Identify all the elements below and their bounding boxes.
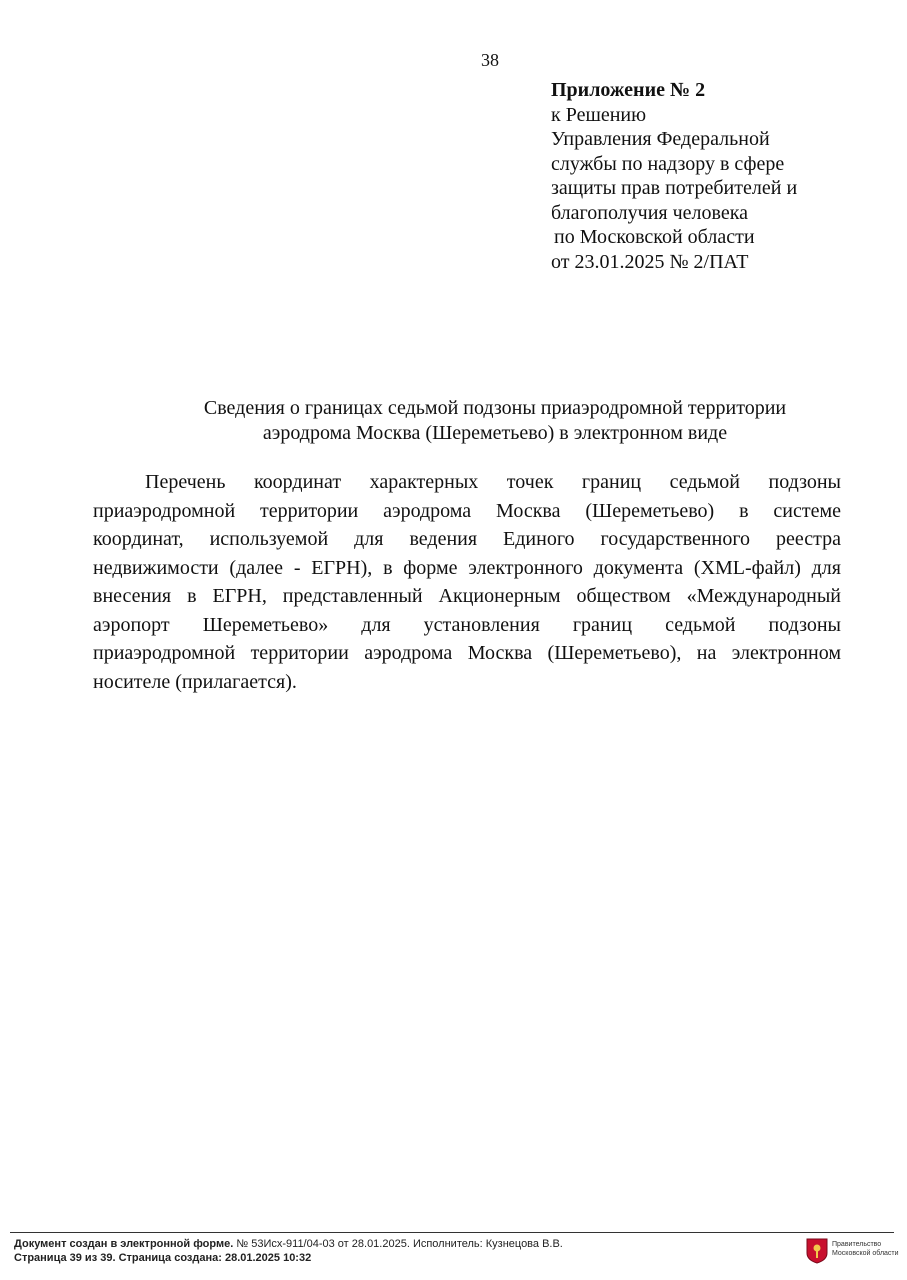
appendix-title: Приложение № 2	[551, 79, 706, 101]
appendix-line: по Московской области	[554, 226, 755, 248]
logo-line: Правительство	[832, 1241, 882, 1248]
moscow-region-emblem-icon	[806, 1238, 828, 1264]
footer-divider	[10, 1232, 894, 1233]
body-line: внесения в ЕГРН, представленный Акционерным обществом «Международный	[93, 585, 841, 607]
body-line: приаэродромной территории аэродрома Москва (Шереметьево) в системе	[93, 499, 841, 522]
body-line: приаэродромной территории аэродрома Москва (Шереметьево), на электронном	[93, 642, 841, 664]
footer-page-created: Страница создана: 28.01.2025 10:32	[118, 1252, 312, 1264]
document-heading	[150, 396, 840, 446]
body-paragraph	[93, 468, 841, 696]
body-line: Перечень координат характерных точек границ седьмой подзоны	[145, 471, 841, 493]
footer-created-label: Документ создан в электронной форме.	[14, 1238, 234, 1250]
footer-line-2	[14, 1251, 563, 1265]
appendix-line: от 23.01.2025 № 2/ПАТ	[551, 250, 749, 273]
logo-line: Московской области	[832, 1250, 899, 1257]
body-line: недвижимости (далее - ЕГРН), в форме электронного документа (XML-файл) для	[93, 556, 841, 579]
appendix-line: службы по надзору в сфере	[551, 152, 785, 175]
body-line: координат, используемой для ведения Единого государственного реестра	[93, 528, 841, 550]
footer-line-1	[14, 1237, 563, 1251]
page-number: 38	[481, 50, 499, 70]
body-line: аэропорт Шереметьево» для установления границ седьмой подзоны	[93, 613, 841, 636]
appendix-line: защиты прав потребителей и	[551, 177, 798, 199]
heading-line: Сведения о границах седьмой подзоны приаэродромной территории	[203, 397, 787, 419]
document-footer	[14, 1237, 563, 1265]
government-logo-text	[832, 1240, 899, 1258]
footer-document-info: № 53Исх-911/04-03 от 28.01.2025. Исполнитель: Кузнецова В.В.	[236, 1238, 563, 1250]
footer-page-count: Страница 39 из 39.	[14, 1252, 116, 1264]
appendix-block	[551, 78, 881, 274]
heading-line: аэродрома Москва (Шереметьево) в электронном виде	[262, 422, 728, 444]
appendix-line: к Решению	[551, 103, 647, 126]
appendix-line: благополучия человека	[551, 201, 749, 224]
appendix-line: Управления Федеральной	[551, 128, 770, 150]
body-line: носителе (прилагается).	[93, 670, 297, 693]
